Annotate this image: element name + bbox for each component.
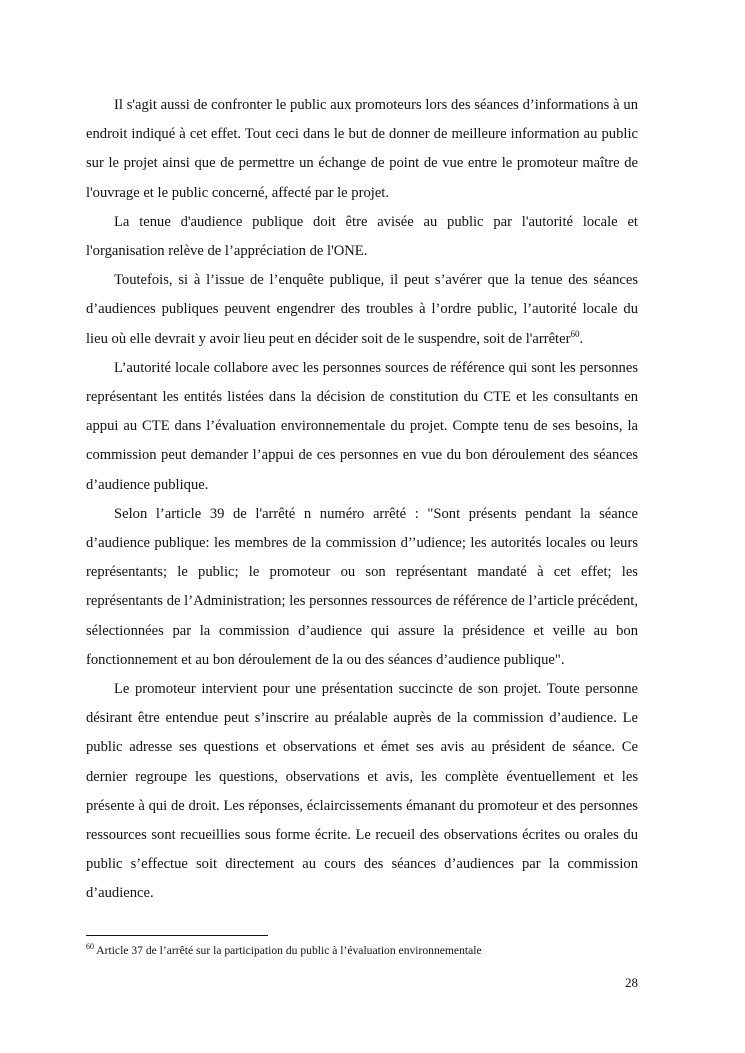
- footnote-number: 60: [86, 942, 94, 952]
- paragraph-3: [86, 266, 638, 354]
- paragraph-4: L’autorité locale collabore avec les personnes sources de référence qui sont les personnes représentant les entités listées dans la décision de constitution du CTE et les consultants en appui au CTE dans l’évaluation environnementale du projet. Compte tenu de ses besoins, la commission peut demander l’appui de ces personnes en vue du bon déroulement des séances d’audience publique.: [86, 359, 638, 493]
- paragraph-3-text: Toutefois, si à l’issue de l’enquête publique, il peut s’avérer que la tenue des séances d’audiences publiques peuvent engendrer des troubles à l’ordre public, l’autorité locale du lieu où elle devrait y avoir lieu peut en décider soit de le suspendre, soit de l'arrêter: [86, 272, 638, 347]
- paragraph-5: Selon l’article 39 de l'arrêté n numéro arrêté : "Sont présents pendant la séance d’audience publique: les membres de la commission d’’udience; les autorités locales ou leurs représentants; le public; le promoteur ou son représentant mandaté à cet effet; les représentants de l’Administration; les personnes ressources de référence de l’article précédent, sélectionnées par la commission d’audience qui assure la présidence et veille au bon fonctionnement et au bon déroulement de la ou des séances d’audience publique".: [86, 505, 638, 668]
- paragraph-3-end: .: [579, 330, 584, 347]
- footnote: [86, 943, 646, 959]
- page-number: 28: [625, 975, 638, 990]
- footnote-separator: [86, 935, 268, 936]
- paragraph-2: La tenue d'audience publique doit être avisée au public par l'autorité locale et l'organisation relève de l’appréciation de l'ONE.: [86, 213, 638, 260]
- paragraph-6: Le promoteur intervient pour une présentation succincte de son projet. Toute personne désirant être entendue peut s’inscrire au préalable auprès de la commission d’audience. Le public adresse ses questions et observations et émet ses avis au président de séance. Ce dernier regroupe les questions, observations et avis, les complète éventuellement et les présente à qui de droit. Les réponses, éclaircissements émanant du promoteur et des personnes ressources sont recueillies sous forme écrite. Le recueil des observations écrites ou orales du public s’effectue soit directement au cours des séances d’audiences par la commission d’audience.: [86, 681, 638, 902]
- paragraph-1: Il s'agit aussi de confronter le public aux promoteurs lors des séances d’informations à un endroit indiqué à cet effet. Tout ceci dans le but de donner de meilleure information au public sur le projet ainsi que de permettre un échange de point de vue entre le promoteur maître de l'ouvrage et le public concerné, affecté par le projet.: [86, 97, 638, 201]
- footnote-reference[interactable]: 60: [570, 328, 580, 339]
- footnote-text: Article 37 de l’arrêté sur la participation du public à l’évaluation environnementale: [94, 944, 482, 957]
- body-text: [86, 91, 638, 909]
